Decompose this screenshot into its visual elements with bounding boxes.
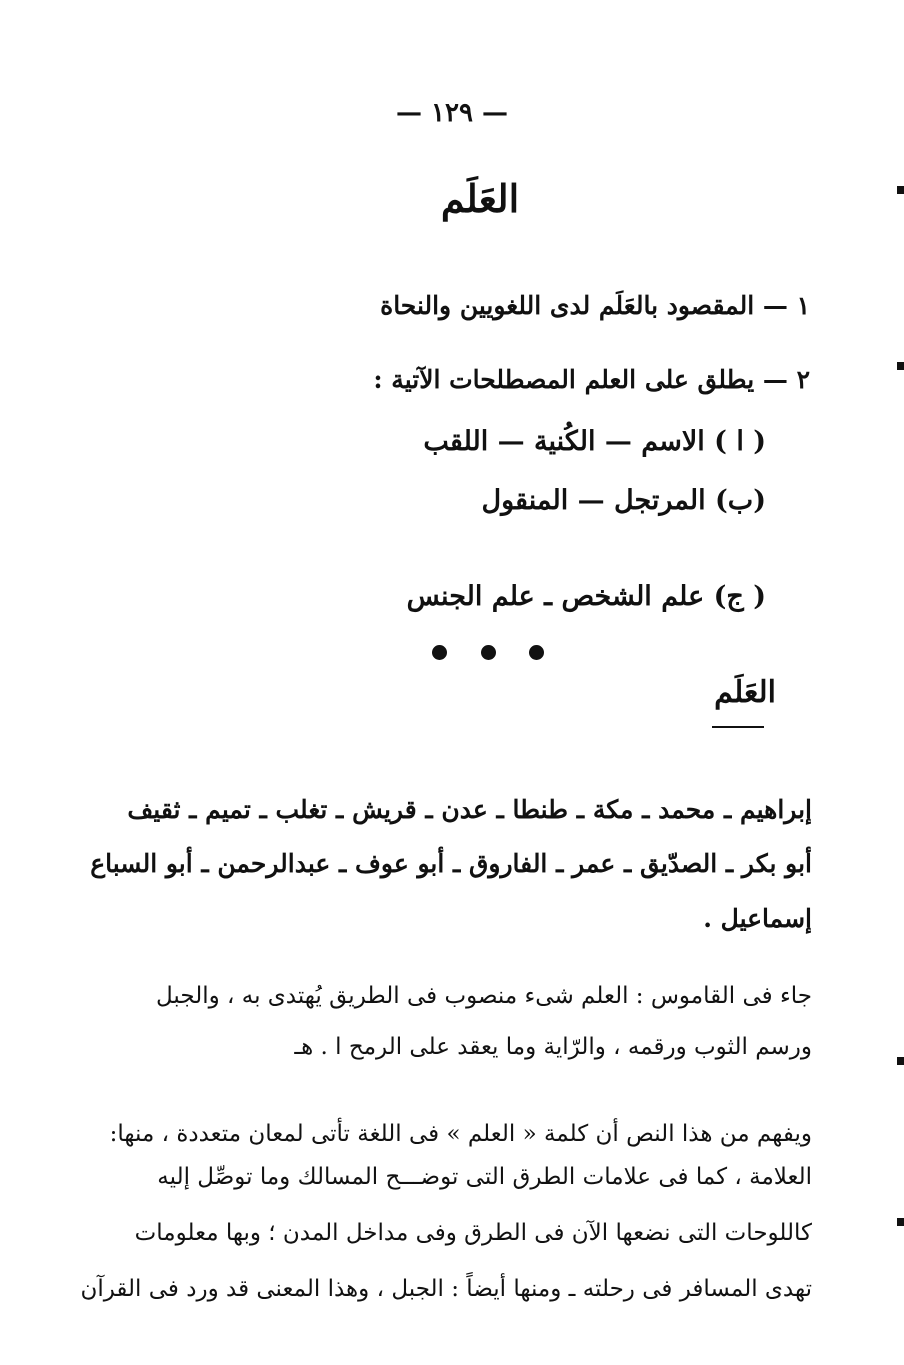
separator-dot xyxy=(432,645,447,660)
chapter-title: العَلَم xyxy=(440,176,520,221)
commentary-line: العلامة ، كما فى علامات الطرق التى توضـــح المسالك وما توصِّل إليه xyxy=(157,1164,812,1190)
outline-item-1: ١ — المقصود بالعَلَم لدى اللغويين والنحاة xyxy=(380,291,810,320)
separator-dot xyxy=(529,645,544,660)
heading-underline xyxy=(712,726,764,728)
commentary-line: ويفهم من هذا النص أن كلمة « العلم » فى اللغة تأتى لمعان متعددة ، منها: xyxy=(109,1121,812,1147)
margin-mark xyxy=(897,1218,904,1226)
dictionary-quote-line: جاء فى القاموس : العلم شىء منصوب فى الطريق يُهتدى به ، والجبل xyxy=(155,983,812,1009)
section-heading: العَلَم xyxy=(714,675,776,710)
examples-line: أبو بكر ـ الصدّيق ـ عمر ـ الفاروق ـ أبو عوف ـ عبدالرحمن ـ أبو السباع xyxy=(90,849,812,878)
margin-mark xyxy=(897,362,904,370)
examples-line: إسماعيل . xyxy=(703,904,812,933)
outline-sub-a: ( ا ) الاسم — الكُنية — اللقب xyxy=(423,426,766,457)
section-separator xyxy=(432,642,544,662)
separator-dot xyxy=(481,645,496,660)
dictionary-quote-line: ورسم الثوب ورقمه ، والرّاية وما يعقد على الرمح ا . هـ xyxy=(294,1034,812,1060)
commentary-line: كاللوحات التى نضعها الآن فى الطرق وفى مداخل المدن ؛ وبها معلومات xyxy=(134,1220,812,1246)
outline-sub-b: (ب) المرتجل — المنقول xyxy=(481,485,766,516)
margin-mark xyxy=(897,186,904,194)
page-number: — ١٢٩ — xyxy=(395,98,509,128)
outline-sub-c: ( ج) علم الشخص ـ علم الجنس xyxy=(406,581,766,612)
outline-item-2: ٢ — يطلق على العلم المصطلحات الآتية : xyxy=(373,365,810,394)
examples-line: إبراهيم ـ محمد ـ مكة ـ طنطا ـ عدن ـ قريش ـ تغلب ـ تميم ـ ثقيف xyxy=(127,795,812,824)
commentary-line: تهدى المسافر فى رحلته ـ ومنها أيضاً : الجبل ، وهذا المعنى قد ورد فى القرآن xyxy=(80,1276,812,1302)
margin-mark xyxy=(897,1057,904,1065)
